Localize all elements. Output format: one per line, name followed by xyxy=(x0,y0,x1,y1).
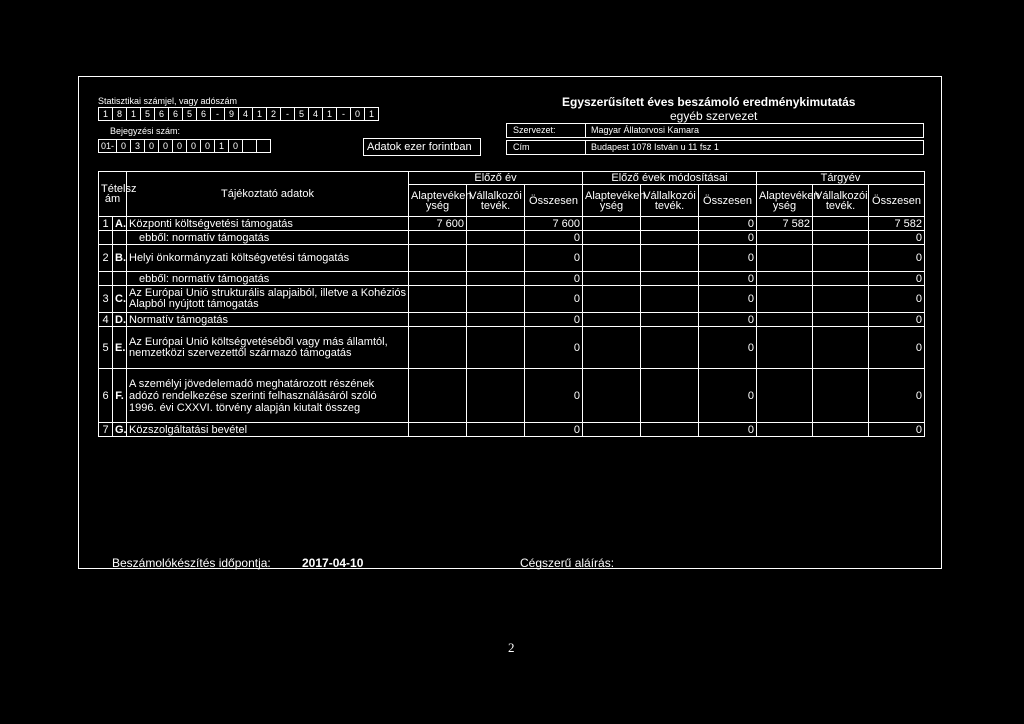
row-number: 5 xyxy=(99,327,113,369)
row-number: 2 xyxy=(99,245,113,272)
value-cell xyxy=(641,423,699,437)
row-number: 6 xyxy=(99,369,113,423)
reg-cell: 3 xyxy=(130,139,145,153)
row-letter: G. xyxy=(113,423,127,437)
row-number: 4 xyxy=(99,313,113,327)
value-cell: 0 xyxy=(869,313,925,327)
subheader-base: Alaptevéken ység xyxy=(409,185,467,217)
subheader-total: Összesen xyxy=(699,185,757,217)
row-letter xyxy=(113,231,127,245)
value-cell xyxy=(409,423,467,437)
table-row xyxy=(99,423,925,437)
value-cell xyxy=(813,313,869,327)
row-label: Az Európai Unió költségvetéséből vagy más államtól, nemzetközi szervezettől származó támogatás xyxy=(127,327,409,369)
value-cell: 0 xyxy=(525,286,583,313)
row-label: ebből: normatív támogatás xyxy=(127,272,409,286)
row-label: ebből: normatív támogatás xyxy=(127,231,409,245)
stat-cell: 9 xyxy=(224,107,239,121)
subheader-base: Alaptevéken ység xyxy=(757,185,813,217)
value-cell xyxy=(813,369,869,423)
value-cell xyxy=(813,231,869,245)
row-label: Helyi önkormányzati költségvetési támogatás xyxy=(127,245,409,272)
value-cell xyxy=(467,245,525,272)
row-label: Központi költségvetési támogatás xyxy=(127,217,409,231)
stat-cell: 0 xyxy=(350,107,365,121)
value-cell xyxy=(641,369,699,423)
value-cell: 0 xyxy=(699,369,757,423)
value-cell xyxy=(641,245,699,272)
value-cell xyxy=(467,286,525,313)
value-cell: 7 582 xyxy=(869,217,925,231)
page-number: 2 xyxy=(508,640,515,655)
report-subtitle: egyéb szervezet xyxy=(670,109,758,123)
row-label: Normatív támogatás xyxy=(127,313,409,327)
stat-cell: 6 xyxy=(168,107,183,121)
report-title: Egyszerűsített éves beszámoló eredménykimutatás xyxy=(562,95,856,109)
subheader-total: Összesen xyxy=(525,185,583,217)
stat-cell: 1 xyxy=(364,107,379,121)
organization-value: Magyar Állatorvosi Kamara xyxy=(591,125,700,135)
value-cell: 7 600 xyxy=(409,217,467,231)
value-cell: 0 xyxy=(869,369,925,423)
value-cell xyxy=(467,369,525,423)
value-cell xyxy=(757,327,813,369)
value-cell: 0 xyxy=(699,272,757,286)
stat-cell: 6 xyxy=(154,107,169,121)
value-cell xyxy=(467,327,525,369)
value-cell xyxy=(467,231,525,245)
stat-cell: 4 xyxy=(238,107,253,121)
value-cell: 0 xyxy=(869,231,925,245)
reg-cell xyxy=(242,139,257,153)
reg-cell: 0 xyxy=(186,139,201,153)
value-cell xyxy=(583,272,641,286)
value-cell xyxy=(813,286,869,313)
value-cell xyxy=(583,369,641,423)
table-row xyxy=(99,272,925,286)
reg-cell: 0 xyxy=(228,139,243,153)
value-cell xyxy=(813,217,869,231)
value-cell xyxy=(467,217,525,231)
value-cell: 0 xyxy=(525,327,583,369)
value-cell xyxy=(641,217,699,231)
value-cell: 7 600 xyxy=(525,217,583,231)
value-cell xyxy=(757,245,813,272)
value-cell: 0 xyxy=(525,272,583,286)
value-cell xyxy=(467,272,525,286)
signature-label: Cégszerű aláírás: xyxy=(520,556,615,570)
stat-cell: 6 xyxy=(196,107,211,121)
row-letter: B. xyxy=(113,245,127,272)
organization-row xyxy=(506,123,924,138)
value-cell xyxy=(757,313,813,327)
value-cell: 0 xyxy=(525,231,583,245)
stat-cell: 4 xyxy=(308,107,323,121)
value-cell xyxy=(409,327,467,369)
registration-label: Bejegyzési szám: xyxy=(110,126,181,136)
table-row xyxy=(99,327,925,369)
reg-cell: 1 xyxy=(214,139,229,153)
value-cell xyxy=(757,272,813,286)
value-cell: 0 xyxy=(869,245,925,272)
value-cell: 0 xyxy=(699,423,757,437)
value-cell xyxy=(583,313,641,327)
address-value: Budapest 1078 István u 11 fsz 1 xyxy=(591,142,719,152)
value-cell: 0 xyxy=(699,231,757,245)
value-cell xyxy=(583,231,641,245)
reg-cell xyxy=(256,139,271,153)
value-cell xyxy=(813,245,869,272)
stat-cell: 5 xyxy=(294,107,309,121)
value-cell: 0 xyxy=(699,217,757,231)
table-row xyxy=(99,369,925,423)
stat-cell: - xyxy=(336,107,351,121)
table-row xyxy=(99,245,925,272)
value-cell xyxy=(641,231,699,245)
subheader-business: Vállalkozói tevék. xyxy=(467,185,525,217)
value-cell xyxy=(409,313,467,327)
stat-cell: - xyxy=(280,107,295,121)
row-letter: C. xyxy=(113,286,127,313)
value-cell: 0 xyxy=(869,286,925,313)
row-number: 7 xyxy=(99,423,113,437)
row-letter: A. xyxy=(113,217,127,231)
organization-label: Szervezet: xyxy=(513,125,556,135)
value-cell xyxy=(813,327,869,369)
date-label: Beszámolókészítés időpontja: xyxy=(112,556,271,570)
value-cell xyxy=(409,231,467,245)
subheader-business: Vállalkozói tevék. xyxy=(641,185,699,217)
table-row xyxy=(99,231,925,245)
stat-cell: 1 xyxy=(322,107,337,121)
subheader-total: Összesen xyxy=(869,185,925,217)
value-cell xyxy=(757,423,813,437)
value-cell: 0 xyxy=(525,423,583,437)
value-cell: 0 xyxy=(869,423,925,437)
reg-cell: 0 xyxy=(158,139,173,153)
reg-cell: 0 xyxy=(200,139,215,153)
row-number xyxy=(99,231,113,245)
value-cell xyxy=(583,423,641,437)
value-cell xyxy=(467,313,525,327)
value-cell: 0 xyxy=(699,313,757,327)
col-info-header: Tájékoztató adatok xyxy=(127,172,409,217)
value-cell xyxy=(467,423,525,437)
stat-cell: 2 xyxy=(266,107,281,121)
col-item-header: Tételsz ám xyxy=(99,172,127,217)
value-cell xyxy=(409,245,467,272)
value-cell xyxy=(641,327,699,369)
stat-cell: 1 xyxy=(98,107,113,121)
value-cell: 0 xyxy=(869,272,925,286)
value-cell xyxy=(583,327,641,369)
support-table xyxy=(98,171,925,437)
table-row xyxy=(99,286,925,313)
reg-cell: 0 xyxy=(144,139,159,153)
value-cell: 0 xyxy=(525,245,583,272)
value-cell xyxy=(641,313,699,327)
group-header-prev-year: Előző év xyxy=(409,172,583,185)
value-cell xyxy=(641,286,699,313)
value-cell xyxy=(583,217,641,231)
row-letter xyxy=(113,272,127,286)
stat-cell: 1 xyxy=(126,107,141,121)
value-cell xyxy=(757,369,813,423)
row-letter: F. xyxy=(113,369,127,423)
value-cell xyxy=(583,286,641,313)
value-cell xyxy=(757,286,813,313)
row-letter: D. xyxy=(113,313,127,327)
group-header-current-year: Tárgyév xyxy=(757,172,925,185)
value-cell: 0 xyxy=(699,327,757,369)
value-cell: 0 xyxy=(525,313,583,327)
row-label: A személyi jövedelemadó meghatározott részének adózó rendelkezése szerinti felhasználásáról szóló 1996. évi CXXVI. törvény alapján kiutalt összeg xyxy=(127,369,409,423)
subheader-base: Alaptevéken ység xyxy=(583,185,641,217)
table-row xyxy=(99,313,925,327)
value-cell xyxy=(409,369,467,423)
address-label: Cím xyxy=(513,142,530,152)
value-cell xyxy=(583,245,641,272)
unit-label: Adatok ezer forintban xyxy=(363,138,481,156)
subheader-business: Vállalkozói tevék. xyxy=(813,185,869,217)
stat-cell: 5 xyxy=(182,107,197,121)
row-label: Közszolgáltatási bevétel xyxy=(127,423,409,437)
reg-cell: 0 xyxy=(172,139,187,153)
row-number: 3 xyxy=(99,286,113,313)
value-cell xyxy=(641,272,699,286)
row-number xyxy=(99,272,113,286)
value-cell: 7 582 xyxy=(757,217,813,231)
value-cell xyxy=(409,286,467,313)
value-cell: 0 xyxy=(699,286,757,313)
value-cell xyxy=(757,231,813,245)
stat-cell: 8 xyxy=(112,107,127,121)
address-row xyxy=(506,140,924,155)
row-label: Az Európai Unió strukturális alapjaiból, illetve a Kohéziós Alapból nyújtott támogatás xyxy=(127,286,409,313)
stat-cell: - xyxy=(210,107,225,121)
value-cell xyxy=(409,272,467,286)
value-cell: 0 xyxy=(869,327,925,369)
date-value: 2017-04-10 xyxy=(302,556,364,570)
registration-number-cells xyxy=(98,139,271,153)
value-cell: 0 xyxy=(525,369,583,423)
stat-number-label: Statisztikai számjel, vagy adószám xyxy=(98,96,238,106)
row-letter: E. xyxy=(113,327,127,369)
stat-number-cells xyxy=(98,107,379,121)
group-header-prev-mod: Előző évek módosításai xyxy=(583,172,757,185)
reg-cell: 0 xyxy=(116,139,131,153)
reg-cell: 01- xyxy=(98,139,117,153)
value-cell xyxy=(813,272,869,286)
value-cell: 0 xyxy=(699,245,757,272)
table-row xyxy=(99,217,925,231)
stat-cell: 1 xyxy=(252,107,267,121)
stat-cell: 5 xyxy=(140,107,155,121)
row-number: 1 xyxy=(99,217,113,231)
value-cell xyxy=(813,423,869,437)
